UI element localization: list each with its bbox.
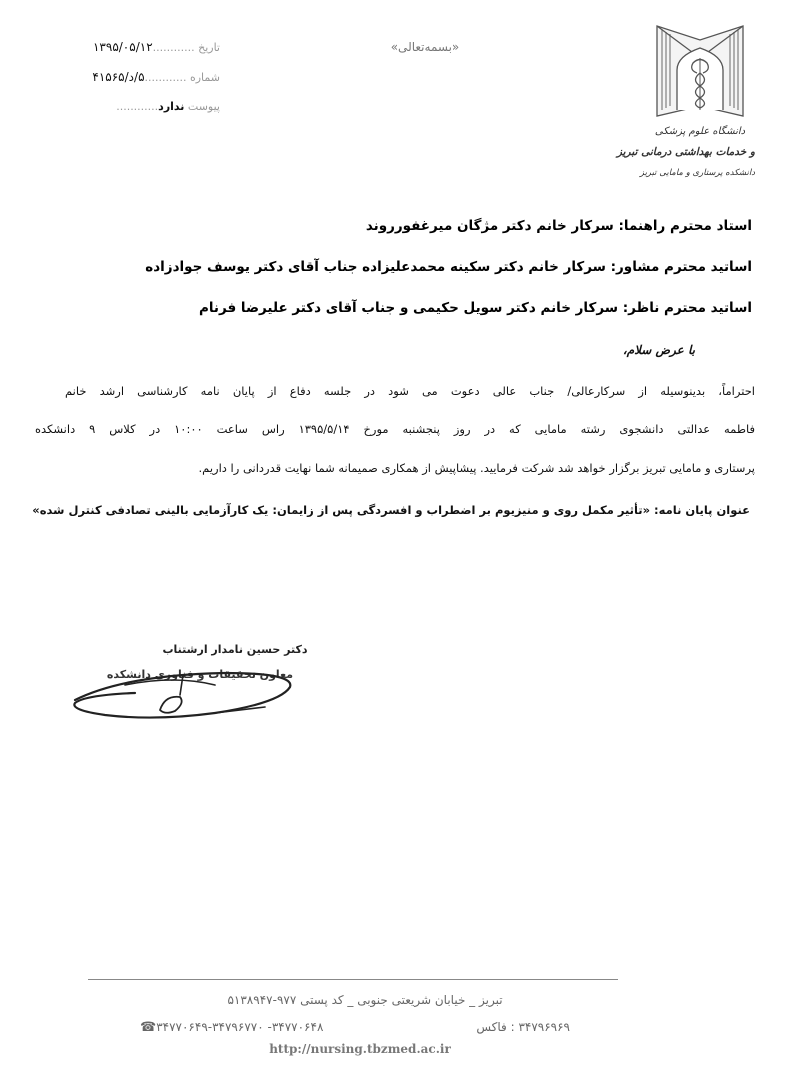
attachment-row bbox=[70, 100, 220, 113]
attachment-value: ندارد bbox=[158, 100, 185, 113]
logo-line-2: و خدمات بهداشتی درمانی تبریز bbox=[616, 146, 755, 158]
fax-block bbox=[476, 1020, 570, 1034]
phone-block bbox=[140, 1020, 323, 1035]
date-label: تاریخ bbox=[198, 41, 220, 54]
footer-contacts bbox=[140, 1020, 570, 1038]
phone-numbers: ۳۴۷۷۰۶۴۸- ۳۴۷۷۰۶۴۹-۳۴۷۹۶۷۷۰ bbox=[156, 1020, 324, 1034]
body-line-2: فاطمه عدالتی دانشجوی رشته مامایی که در روز پنجشنبه مورخ ۱۳۹۵/۵/۱۴ راس ساعت ۱۰:۰۰ در کلاس ۹ دانشکده bbox=[35, 422, 755, 436]
basmala-heading: «بسمه‌تعالی» bbox=[390, 40, 460, 54]
dots: ............ bbox=[152, 41, 195, 54]
footer-address: تبریز _ خیابان شریعتی جنوبی _ کد پستی ۹۷۷-۵۱۳۸۹۴۷ bbox=[227, 993, 503, 1007]
dots: ............ bbox=[144, 71, 187, 84]
recipient-examiners: اساتید محترم ناظر: سرکار خانم دکتر سویل حکیمی و جناب آقای دکتر علیرضا فرنام bbox=[198, 300, 752, 316]
greeting: با عرض سلام، bbox=[622, 343, 695, 357]
number-value: ۵/د/۴۱۵۶۵ bbox=[92, 70, 145, 84]
number-label: شماره bbox=[189, 71, 220, 84]
date-row bbox=[70, 40, 220, 54]
handwritten-signature bbox=[65, 655, 295, 740]
footer-divider bbox=[88, 979, 618, 980]
university-emblem-icon bbox=[645, 18, 755, 128]
body-line-3: پرستاری و مامایی تبریز برگزار خواهد شد شرکت فرمایید. پیشاپیش از همکاری صمیمانه شما نهایت قدردانی را داریم. bbox=[198, 461, 755, 475]
recipient-supervisor: استاد محترم راهنما: سرکار خانم دکتر مژگان میرغفورروند bbox=[365, 218, 752, 234]
university-logo bbox=[616, 18, 755, 188]
fax-value: ۳۴۷۹۶۹۶۹ bbox=[518, 1020, 570, 1034]
fax-separator: : bbox=[506, 1020, 515, 1034]
signatory-role: معاون تحقیقات و فناوری دانشکده bbox=[106, 668, 294, 681]
telephone-icon: ☎ bbox=[140, 1020, 157, 1035]
date-value: ۱۳۹۵/۰۵/۱۲ bbox=[92, 40, 153, 54]
logo-line-3: دانشکده پرستاری و مامایی تبریز bbox=[639, 168, 755, 178]
body-line-1: احتراماً، بدینوسیله از سرکارعالی/ جناب عالی دعوت می شود در جلسه دفاع از پایان نامه کارشناسی ارشد خانم bbox=[65, 384, 755, 398]
logo-line-1: دانشگاه علوم پزشکی bbox=[654, 126, 746, 137]
thesis-title: عنوان پایان نامه: «تأثیر مکمل روی و منیزیوم بر اضطراب و افسردگی پس از زایمان: یک کارآزمایی بالینی تصادفی کنترل شده» bbox=[32, 503, 750, 517]
dots: ............ bbox=[116, 100, 159, 113]
signatory-name: دکتر حسین نامدار ارشتناب bbox=[162, 643, 308, 656]
attachment-label: پیوست bbox=[187, 100, 220, 113]
website-link[interactable]: http://nursing.tbzmed.ac.ir bbox=[269, 1042, 451, 1056]
number-row bbox=[70, 70, 220, 84]
recipient-advisors: اساتید محترم مشاور: سرکار خانم دکتر سکینه محمدعلیزاده جناب آقای دکتر یوسف جوادزاده bbox=[145, 259, 752, 275]
fax-label: فاکس bbox=[476, 1020, 507, 1034]
